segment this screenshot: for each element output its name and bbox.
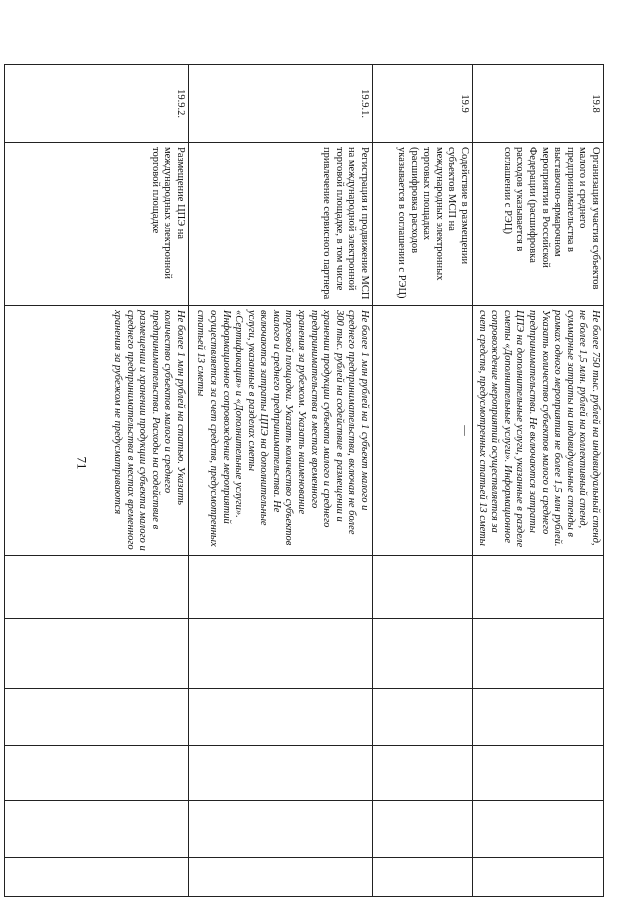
- empty-cell: [473, 858, 604, 897]
- empty-cell: [5, 689, 189, 746]
- empty-cell: [373, 746, 473, 801]
- table-row: [5, 65, 189, 897]
- empty-cell: [189, 556, 373, 619]
- empty-cell: [5, 746, 189, 801]
- table-row: [473, 65, 604, 897]
- empty-cell: [473, 619, 604, 689]
- empty-cell: [5, 858, 189, 897]
- empty-cell: [373, 619, 473, 689]
- row-number: 19.9.1.: [189, 65, 373, 143]
- empty-cell: [473, 801, 604, 858]
- empty-cell: [473, 689, 604, 746]
- empty-cell: [373, 858, 473, 897]
- empty-cell: [5, 619, 189, 689]
- empty-cell: [373, 801, 473, 858]
- row-description: Размещение ЦПЭ на международных электронной торговой площадке: [5, 143, 189, 306]
- empty-cell: [189, 619, 373, 689]
- empty-cell: [473, 746, 604, 801]
- empty-cell: [189, 801, 373, 858]
- table-row: [189, 65, 373, 897]
- row-description: Организация участия субъектов малого и среднего предпринимательства в выставочно-ярмарочном мероприятии в Российской Федерации (расшифровка расходов указывается в соглашении с РЭЦ): [473, 143, 604, 306]
- row-description: Регистрация и продвижение МСП на международной электронной торговой площадке, в том числе привлечение сервисного партнера: [189, 143, 373, 306]
- rotated-table-wrapper: [63, 64, 604, 896]
- empty-cell: [189, 689, 373, 746]
- empty-cell: [189, 746, 373, 801]
- empty-cell: [473, 556, 604, 619]
- row-details-dash: —: [373, 306, 473, 556]
- row-details: Не более 1 млн рублей на статью. Указать количество субъектов малого и среднего предпринимательства. Расходы на содействие в размещении и хранении продукции субъекта малого и среднего предпринимательства в местах временного хранения за рубежом не предусматриваются: [5, 306, 189, 556]
- page-number: 71: [74, 456, 90, 470]
- budget-table: [4, 64, 604, 897]
- row-number: 19.8: [473, 65, 604, 143]
- empty-cell: [373, 689, 473, 746]
- empty-cell: [189, 858, 373, 897]
- row-description: Содействие в размещении субъектов МСП на международных электронных торговых площадках (расшифровка расходов указывается в соглашении с РЭЦ): [373, 143, 473, 306]
- empty-cell: [5, 801, 189, 858]
- row-number: 19.9: [373, 65, 473, 143]
- row-details: Не более 750 тыс. рублей на индивидуальный стенд, не более 1,5 млн. рублей на коллективный стенд, суммарные затраты на индивидуальные стенды в рамках одного мероприятия не более 1,5 млн рублей. Указать количество субъектов малого и среднего предпринимательства. Не включаются затраты ЦПЭ на дополнительные услуги, указанные в разделе сметы «Дополнительные услуги». Информационное сопровождение мероприятий осуществляется за счет средств, предусмотренных статьей 13 сметы: [473, 306, 604, 556]
- table-row: [373, 65, 473, 897]
- row-number: 19.9.2.: [5, 65, 189, 143]
- empty-cell: [5, 556, 189, 619]
- row-details: Не более 1 млн рублей на 1 субъект малого и среднего предпринимательства, включая не более 300 тыс. рублей на содействие в размещении и хранении продукции субъекта малого и среднего предпринимательства в местах временного хранения за рубежом. Указать наименование торговой площадки. Указать количество субъектов малого и среднего предпринимательства. Не включаются затраты ЦПЭ на дополнительные услуги, указанные в разделах сметы «Сертификация» и «Дополнительные услуги». Информационное сопровождение мероприятий осуществляется за счет средств, предусмотренных статьей 13 сметы: [189, 306, 373, 556]
- empty-cell: [373, 556, 473, 619]
